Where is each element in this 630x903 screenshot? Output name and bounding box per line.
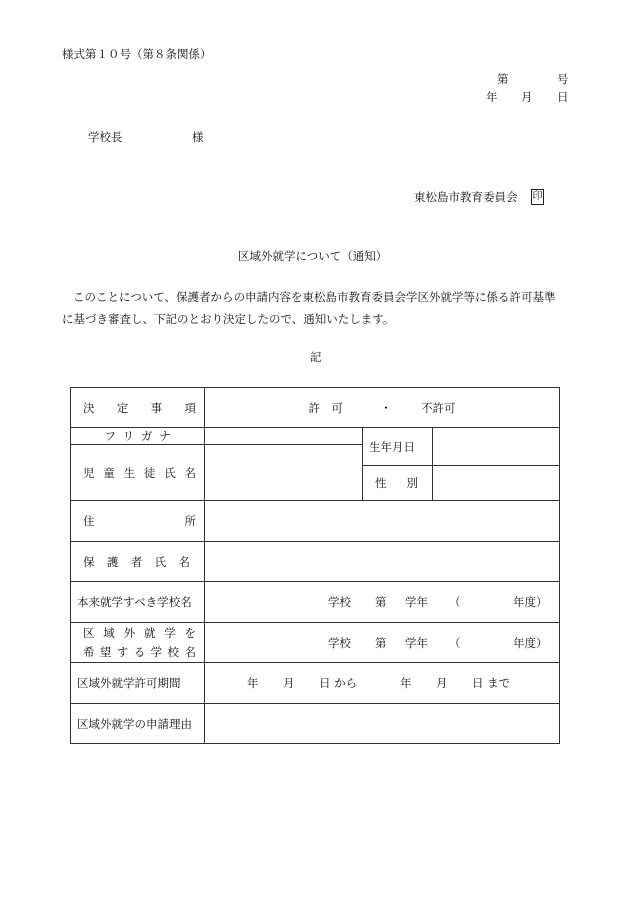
ki-note: 記	[310, 350, 322, 364]
allow-option[interactable]: 許 可	[308, 400, 343, 415]
seal-stamp: 印	[531, 189, 544, 205]
open-paren: （	[449, 635, 461, 650]
grade-unit: 学年	[405, 595, 428, 609]
document-title: 区域外就学について（通知）	[238, 249, 388, 263]
label-char: す	[116, 644, 129, 659]
period-field[interactable]	[205, 663, 560, 704]
label-char: 所	[184, 514, 196, 528]
reason-label: 区域外就学の申請理由	[71, 704, 205, 744]
label-char: 者	[130, 554, 143, 569]
gender-field[interactable]	[433, 466, 560, 501]
label-char: 望	[99, 644, 112, 659]
desired-school-row	[71, 623, 560, 663]
label-char: 保	[83, 554, 95, 569]
addressee-sama: 様	[192, 130, 204, 144]
form-number: 様式第１０号（第８条関係）	[62, 47, 212, 61]
furigana-char: ガ	[140, 429, 153, 443]
grade-dai: 第	[375, 595, 387, 609]
period-start-year: 年	[247, 676, 259, 690]
gender-label	[363, 466, 433, 501]
decision-row	[71, 388, 560, 428]
label-char: 項	[184, 400, 196, 415]
grade-unit: 学年	[405, 635, 428, 650]
label-char: 名	[178, 554, 190, 569]
furigana-char: フ	[104, 429, 116, 443]
label-char: 徒	[143, 465, 156, 480]
desired-school-label	[71, 623, 205, 663]
label-char: 生	[123, 465, 136, 480]
label-char: 性	[375, 476, 387, 490]
student-name-field[interactable]	[205, 445, 363, 501]
label-char: 事	[150, 400, 163, 415]
decision-label	[71, 388, 205, 428]
furigana-char: リ	[122, 429, 135, 443]
label-char: 氏	[164, 465, 176, 480]
label-char: 童	[103, 465, 115, 480]
reason-field[interactable]	[205, 704, 560, 744]
student-name-label	[71, 445, 205, 501]
original-school-row	[71, 582, 560, 623]
period-label: 区域外就学許可期間	[71, 663, 205, 704]
original-school-field[interactable]	[205, 582, 560, 623]
period-end-day: 日 まで	[472, 676, 511, 690]
original-school-label: 本来就学すべき学校名	[71, 582, 205, 623]
deny-option[interactable]: 不許可	[421, 400, 456, 415]
fiscal-year-unit: 年度）	[513, 595, 548, 609]
label-char: 住	[83, 514, 95, 528]
body-line-1: このことについて、保護者からの申請内容を東松島市教育委員会学区外就学等に係る許可基準	[73, 290, 556, 304]
period-start-day: 日 から	[319, 676, 358, 690]
school-unit: 学校	[328, 635, 351, 650]
label-char: 定	[116, 400, 129, 415]
open-paren: （	[449, 595, 461, 609]
addressee-title: 学校長	[88, 130, 123, 144]
label-char: 氏	[154, 554, 167, 569]
label-char: 区	[83, 625, 95, 640]
label-char: 学	[150, 644, 163, 659]
label-char: 就	[143, 625, 156, 640]
label-char: を	[184, 625, 196, 640]
desired-school-field[interactable]	[205, 623, 560, 663]
grade-dai: 第	[375, 635, 387, 650]
body-line-2: に基づき審査し、下記のとおり決定したので、通知いたします。	[62, 312, 395, 326]
address-field[interactable]	[205, 501, 560, 542]
notification-table	[70, 387, 560, 744]
label-char: 域	[103, 625, 115, 640]
date-month: 月	[521, 90, 533, 104]
label-char: 決	[83, 400, 95, 415]
label-char: 学	[164, 625, 176, 640]
date-year: 年	[486, 90, 498, 104]
period-end-year: 年	[400, 676, 412, 690]
label-char: 児	[83, 465, 95, 480]
issuer-name: 東松島市教育委員会	[414, 190, 518, 204]
furigana-char: ナ	[159, 429, 171, 443]
fiscal-year-unit: 年度）	[513, 635, 548, 650]
label-char: 外	[123, 625, 136, 640]
school-unit: 学校	[328, 595, 351, 609]
guardian-field[interactable]	[205, 542, 560, 582]
address-row	[71, 501, 560, 542]
label-char: 名	[184, 644, 196, 659]
decision-value[interactable]	[205, 388, 560, 428]
number-dai: 第	[497, 72, 509, 86]
furigana-field[interactable]	[205, 428, 363, 445]
label-char: 希	[83, 644, 95, 659]
separator-dot: ・	[380, 400, 392, 415]
birthdate-field[interactable]	[433, 428, 560, 466]
period-end-month: 月	[436, 676, 448, 690]
label-char: る	[133, 644, 146, 659]
furigana-row	[71, 428, 560, 445]
address-label	[71, 501, 205, 542]
number-gou: 号	[557, 72, 569, 86]
guardian-label	[71, 542, 205, 582]
reason-row	[71, 704, 560, 744]
label-char: 校	[167, 644, 180, 659]
furigana-label	[71, 428, 205, 445]
birthdate-label: 生年月日	[363, 428, 433, 466]
date-day: 日	[557, 90, 569, 104]
label-char: 名	[184, 465, 196, 480]
period-start-month: 月	[283, 676, 295, 690]
period-row	[71, 663, 560, 704]
label-char: 護	[106, 554, 119, 569]
label-char: 別	[406, 476, 418, 490]
guardian-row	[71, 542, 560, 582]
